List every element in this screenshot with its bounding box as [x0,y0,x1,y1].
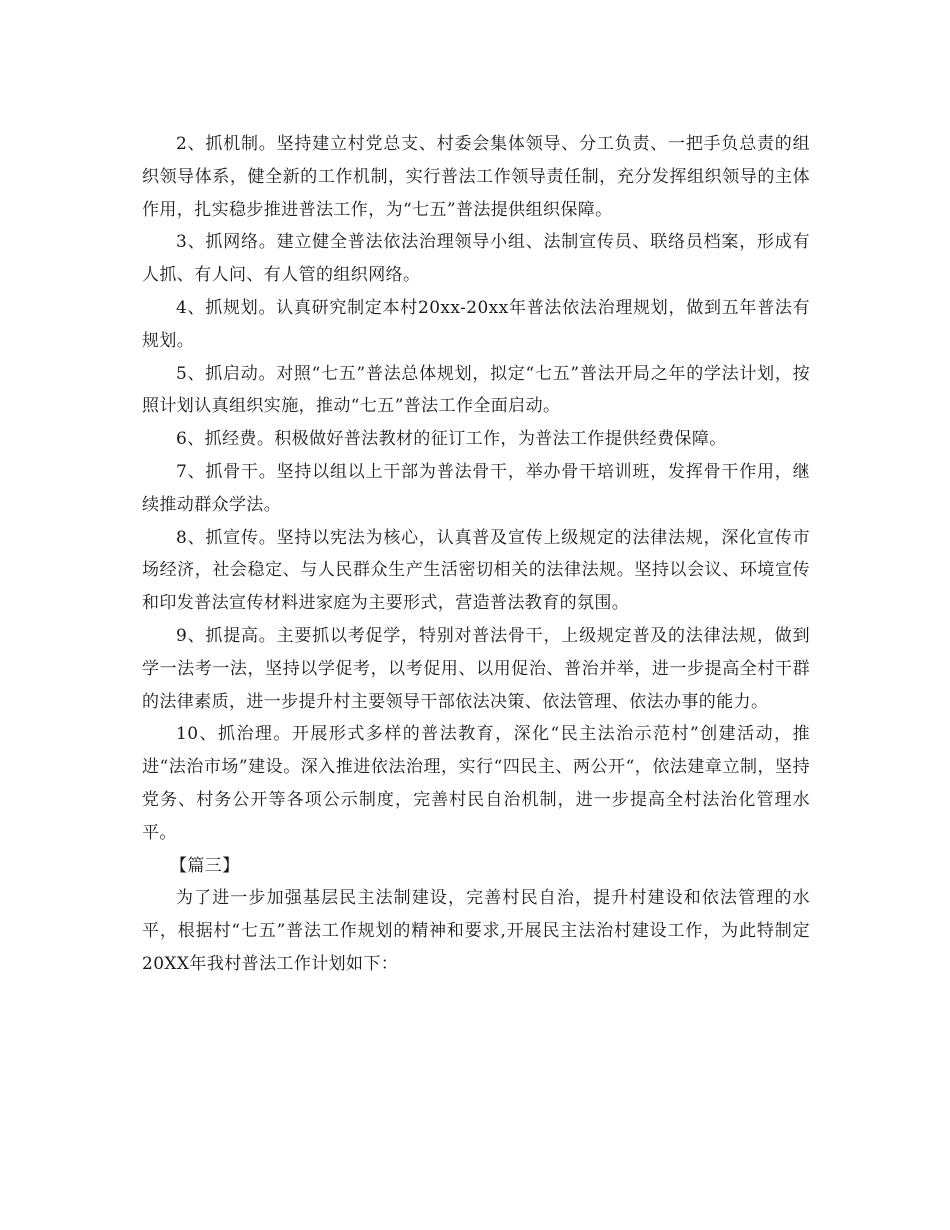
section-heading: 【篇三】 [170,855,240,876]
paragraph-2: 2、抓机制。坚持建立村党总支、村委会集体领导、分工负责、一把手负总责的组织领导体系，健全新的工作机制，实行普法工作领导责任制，充分发挥组织领导的主体作用，扎实稳步推进普法工作，为“七五”普法提供组织保障。 [142,134,810,220]
paragraph-3: 3、抓网络。建立健全普法依法治理领导小组、法制宣传员、联络员档案，形成有人抓、有人问、有人管的组织网络。 [142,232,810,286]
paragraph-8: 8、抓宣传。坚持以宪法为核心，认真普及宣传上级规定的法律法规，深化宣传市场经济，社会稳定、与人民群众生产生活密切相关的法律法规。坚持以会议、环境宣传和印发普法宣传材料进家庭为主要形式，营造普法教育的氛围。 [142,527,810,614]
paragraph-9: 9、抓提高。主要抓以考促学，特别对普法骨干，上级规定普及的法律法规，做到学一法考一法，坚持以学促考，以考促用、以用促治、普治并举，进一步提高全村干群的法律素质，进一步提升村主要领导干部依法决策、依法管理、依法办事的能力。 [142,625,810,712]
paragraph-5: 5、抓启动。对照“七五”普法总体规划，拟定“七五”普法开局之年的学法计划，按照计划认真组织实施，推动“七五”普法工作全面启动。 [142,363,810,417]
paragraph-4: 4、抓规划。认真研究制定本村20xx-20xx年普法依法治理规划，做到五年普法有规划。 [142,297,810,351]
intro-paragraph: 为了进一步加强基层民主法制建设，完善村民自治，提升村建设和依法管理的水平，根据村“七五”普法工作规划的精神和要求,开展民主法治村建设工作，为此特制定20XX年我村普法工作计划如下： [142,888,810,974]
paragraph-6: 6、抓经费。积极做好普法教材的征订工作，为普法工作提供经费保障。 [176,429,727,450]
paragraph-7: 7、抓骨干。坚持以组以上干部为普法骨干，举办骨干培训班，发挥骨干作用，继续推动群众学法。 [142,461,810,515]
paragraph-10: 10、抓治理。开展形式多样的普法教育，深化“民主法治示范村”创建活动，推进“法治市场”建设。深入推进依法治理，实行“四民主、两公开“，依法建章立制，坚持党务、村务公开等各项公示制度，完善村民自治机制，进一步提高全村法治化管理水平。 [142,724,810,843]
document-body [142,128,810,981]
